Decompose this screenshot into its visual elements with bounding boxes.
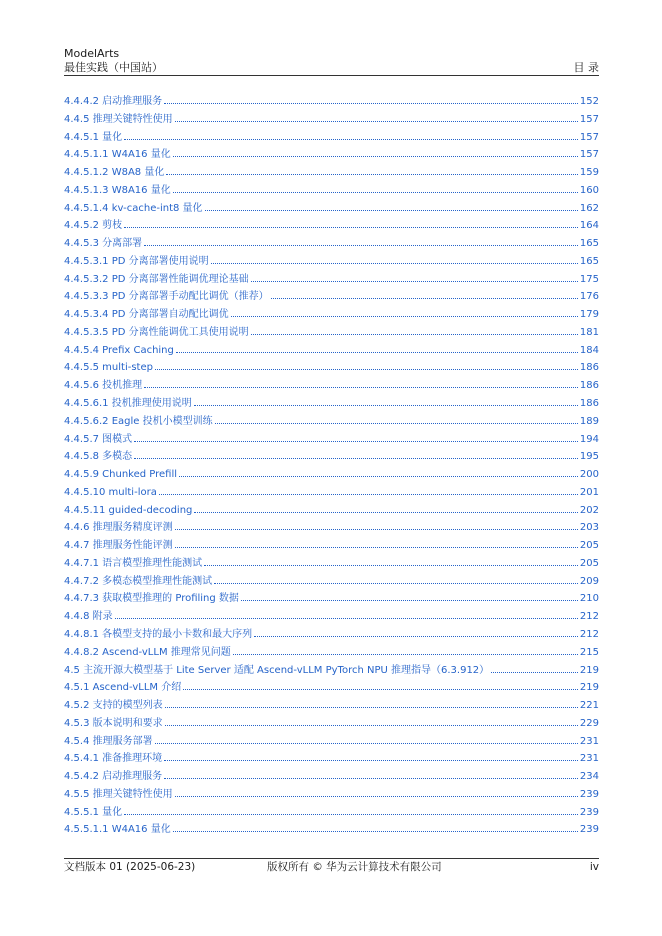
toc-entry-title[interactable]: 4.4.8.2 Ascend-vLLM 推理常见问题 (64, 646, 231, 658)
toc-entry-page[interactable]: 164 (579, 220, 599, 232)
toc-entry-page[interactable]: 184 (579, 344, 599, 356)
toc-entry-title[interactable]: 4.4.5.3 分离部署 (64, 238, 143, 250)
toc-dot-leader (214, 583, 578, 584)
toc-entry-page[interactable]: 200 (579, 469, 599, 481)
toc-dot-leader (173, 831, 578, 832)
toc-entry-page[interactable]: 189 (579, 415, 599, 427)
toc-entry-page[interactable]: 205 (579, 557, 599, 569)
toc-dot-leader (231, 316, 578, 317)
toc-entry-title[interactable]: 4.4.6 推理服务精度评测 (64, 522, 173, 534)
toc-entry-title[interactable]: 4.4.5.2 剪枝 (64, 220, 123, 232)
toc-dot-leader (175, 796, 578, 797)
toc-entry[interactable] (64, 359, 599, 377)
toc-entry-title[interactable]: 4.4.5.11 guided-decoding (64, 504, 193, 516)
toc-entry-title[interactable]: 4.4.7 推理服务性能评测 (64, 540, 173, 552)
toc-dot-leader (491, 672, 578, 673)
toc-entry-page[interactable]: 219 (579, 682, 599, 694)
toc-entry[interactable] (64, 111, 599, 129)
toc-entry-title[interactable]: 4.5.5.1 量化 (64, 806, 123, 818)
toc-entry[interactable] (64, 324, 599, 342)
toc-dot-leader (175, 547, 578, 548)
toc-entry[interactable] (64, 253, 599, 271)
toc-entry-page[interactable]: 201 (579, 486, 599, 498)
toc-entry[interactable] (64, 573, 599, 591)
toc-dot-leader (241, 600, 578, 601)
toc-dot-leader (164, 103, 578, 104)
toc-entry[interactable] (64, 502, 599, 520)
toc-dot-leader (205, 210, 578, 211)
toc-entry-page[interactable]: 231 (579, 753, 599, 765)
toc-entry-title[interactable]: 4.4.5.4 Prefix Caching (64, 344, 174, 356)
toc-entry-page[interactable]: 186 (579, 398, 599, 410)
toc-dot-leader (124, 227, 578, 228)
toc-entry-title[interactable]: 4.5.4.1 准备推理环境 (64, 753, 163, 765)
toc-entry-title[interactable]: 4.4.5.9 Chunked Prefill (64, 469, 178, 481)
toc-entry[interactable] (64, 146, 599, 164)
toc-entry-title[interactable]: 4.4.5 推理关键特性使用 (64, 113, 173, 125)
toc-entry-title[interactable]: 4.4.5.6 投机推理 (64, 380, 143, 392)
toc-entry[interactable] (64, 466, 599, 484)
toc-entry-title[interactable]: 4.5.4.2 启动推理服务 (64, 771, 163, 783)
toc-entry[interactable] (64, 519, 599, 537)
toc-entry-page[interactable]: 157 (579, 131, 599, 143)
toc-entry[interactable] (64, 679, 599, 697)
toc-entry[interactable] (64, 217, 599, 235)
toc-entry[interactable] (64, 200, 599, 218)
toc-entry-page[interactable]: 239 (579, 806, 599, 818)
toc-dot-leader (183, 689, 578, 690)
toc-entry-title[interactable]: 4.5.5 推理关键特性使用 (64, 788, 173, 800)
toc-dot-leader (134, 458, 578, 459)
toc-dot-leader (173, 156, 578, 157)
toc-entry-title[interactable]: 4.4.8.1 各模型支持的最小卡数和最大序列 (64, 628, 253, 640)
toc-entry-title[interactable]: 4.4.8 附录 (64, 611, 113, 623)
page-footer (64, 858, 599, 879)
toc-dot-leader (166, 174, 578, 175)
toc-entry[interactable] (64, 590, 599, 608)
toc-entry-page[interactable]: 221 (579, 700, 599, 712)
toc-dot-leader (124, 139, 578, 140)
toc-entry-page[interactable]: 175 (579, 273, 599, 285)
toc-dot-leader (115, 618, 578, 619)
toc-dot-leader (175, 529, 578, 530)
toc-entry-title[interactable]: 4.4.5.3.3 PD 分离部署手动配比调优（推荐） (64, 291, 269, 303)
toc-entry[interactable] (64, 413, 599, 431)
page-header (64, 47, 599, 76)
toc-entry-page[interactable]: 179 (579, 309, 599, 321)
toc-entry-title[interactable]: 4.4.5.5 multi-step (64, 362, 153, 374)
toc-entry[interactable] (64, 342, 599, 360)
toc-dot-leader (124, 814, 578, 815)
toc-dot-leader (194, 405, 578, 406)
toc-entry-page[interactable]: 152 (579, 96, 599, 107)
toc-entry-page[interactable]: 186 (579, 380, 599, 392)
toc-entry-title[interactable]: 4.5.1 Ascend-vLLM 介绍 (64, 682, 182, 694)
toc-entry-page[interactable]: 231 (579, 735, 599, 747)
toc-entry-title[interactable]: 4.4.5.3.1 PD 分离部署使用说明 (64, 255, 209, 267)
toc-dot-leader (165, 707, 578, 708)
toc-dot-leader (134, 441, 578, 442)
toc-entry-page[interactable]: 229 (579, 717, 599, 729)
toc-entry-title[interactable]: 4.5.4 推理服务部署 (64, 735, 153, 747)
toc-entry-title[interactable]: 4.4.4.2 启动推理服务 (64, 96, 163, 107)
toc-entry[interactable] (64, 750, 599, 768)
product-name: ModelArts (64, 47, 120, 60)
toc-entry-page[interactable]: 239 (579, 788, 599, 800)
toc-entry-title[interactable]: 4.4.5.1.2 W8A8 量化 (64, 167, 165, 179)
toc-entry-page[interactable]: 234 (579, 771, 599, 783)
toc-entry-title[interactable]: 4.4.7.2 多模态模型推理性能测试 (64, 575, 213, 587)
toc-dot-leader (251, 281, 578, 282)
toc-entry[interactable] (64, 555, 599, 573)
toc-entry-title[interactable]: 4.4.5.7 图模式 (64, 433, 133, 445)
toc-entry[interactable] (64, 804, 599, 822)
toc-entry[interactable] (64, 377, 599, 395)
toc-entry[interactable] (64, 821, 599, 839)
toc-entry-title[interactable]: 4.4.5.6.1 投机推理使用说明 (64, 398, 192, 410)
toc-dot-leader (173, 192, 578, 193)
document-version: 文档版本 01 (2025-06-23) (64, 861, 196, 873)
toc-entry-title[interactable]: 4.4.5.10 multi-lora (64, 486, 157, 498)
toc-entry-page[interactable]: 181 (579, 326, 599, 338)
toc-entry[interactable] (64, 182, 599, 200)
toc-entry-title[interactable]: 4.5.5.1.1 W4A16 量化 (64, 824, 171, 836)
toc-entry[interactable] (64, 448, 599, 466)
toc-dot-leader (175, 121, 578, 122)
toc-entry[interactable] (64, 484, 599, 502)
toc-entry[interactable] (64, 786, 599, 804)
toc-entry[interactable] (64, 235, 599, 253)
toc-entry-page[interactable]: 157 (579, 113, 599, 125)
toc-dot-leader (204, 565, 578, 566)
toc-entry-page[interactable]: 162 (579, 202, 599, 214)
toc-entry-page[interactable]: 209 (579, 575, 599, 587)
toc-entry-page[interactable]: 202 (579, 504, 599, 516)
toc-dot-leader (165, 725, 578, 726)
toc-entry-title[interactable]: 4.4.5.1.4 kv-cache-int8 量化 (64, 202, 203, 214)
toc-dot-leader (155, 743, 578, 744)
toc-entry-page[interactable]: 239 (579, 824, 599, 836)
toc-entry[interactable] (64, 271, 599, 289)
toc-entry-page[interactable]: 212 (579, 611, 599, 623)
toc-entry-page[interactable]: 160 (579, 184, 599, 196)
toc-entry[interactable] (64, 431, 599, 449)
toc-entry-title[interactable]: 4.4.5.1.3 W8A16 量化 (64, 184, 171, 196)
toc-entry-page[interactable]: 159 (579, 167, 599, 179)
toc-entry[interactable] (64, 662, 599, 680)
toc-entry[interactable] (64, 288, 599, 306)
copyright-notice: 版权所有 © 华为云计算技术有限公司 (267, 861, 442, 873)
toc-entry[interactable] (64, 164, 599, 182)
toc-dot-leader (155, 369, 578, 370)
toc-entry-page[interactable]: 212 (579, 628, 599, 640)
toc-entry[interactable] (64, 644, 599, 662)
toc-dot-leader (215, 423, 578, 424)
toc-dot-leader (254, 636, 578, 637)
toc-entry[interactable] (64, 537, 599, 555)
document-subtitle: 最佳实践（中国站） (64, 61, 163, 74)
toc-dot-leader (271, 298, 578, 299)
toc-entry-page[interactable]: 219 (579, 664, 599, 676)
toc-entry-page[interactable]: 203 (579, 522, 599, 534)
section-title: 目 录 (573, 61, 599, 74)
toc-entry[interactable] (64, 768, 599, 786)
toc-entry[interactable] (64, 697, 599, 715)
toc-entry-page[interactable]: 205 (579, 540, 599, 552)
toc-entry-title[interactable]: 4.5.2 支持的模型列表 (64, 700, 163, 712)
toc-entry-title[interactable]: 4.4.7.3 获取模型推理的 Profiling 数据 (64, 593, 239, 605)
table-of-contents (64, 93, 599, 839)
page-number: iv (589, 861, 599, 873)
toc-entry[interactable] (64, 626, 599, 644)
toc-dot-leader (211, 263, 578, 264)
toc-entry-page[interactable]: 165 (579, 238, 599, 250)
toc-entry-title[interactable]: 4.5.3 版本说明和要求 (64, 717, 163, 729)
toc-entry-page[interactable]: 186 (579, 362, 599, 374)
toc-entry-page[interactable]: 195 (579, 451, 599, 463)
toc-entry-title[interactable]: 4.4.5.6.2 Eagle 投机小模型训练 (64, 415, 213, 427)
toc-entry[interactable] (64, 715, 599, 733)
toc-dot-leader (251, 334, 578, 335)
toc-entry[interactable] (64, 733, 599, 751)
toc-dot-leader (144, 245, 578, 246)
toc-entry-title[interactable]: 4.4.5.8 多模态 (64, 451, 133, 463)
toc-entry-title[interactable]: 4.4.5.3.4 PD 分离部署自动配比调优 (64, 309, 229, 321)
toc-entry-title[interactable]: 4.4.5.3.2 PD 分离部署性能调优理论基础 (64, 273, 249, 285)
toc-entry[interactable] (64, 608, 599, 626)
toc-dot-leader (233, 654, 578, 655)
toc-dot-leader (176, 352, 578, 353)
toc-entry[interactable] (64, 129, 599, 147)
toc-entry-page[interactable]: 210 (579, 593, 599, 605)
toc-entry-title[interactable]: 4.4.5.1.1 W4A16 量化 (64, 149, 171, 161)
toc-dot-leader (194, 512, 578, 513)
toc-entry-page[interactable]: 215 (579, 646, 599, 658)
toc-entry-title[interactable]: 4.4.5.1 量化 (64, 131, 123, 143)
toc-entry[interactable] (64, 306, 599, 324)
toc-entry[interactable] (64, 93, 599, 111)
toc-entry-page[interactable]: 176 (579, 291, 599, 303)
toc-entry-title[interactable]: 4.4.7.1 语言模型推理性能测试 (64, 557, 203, 569)
toc-dot-leader (159, 494, 578, 495)
toc-entry[interactable] (64, 395, 599, 413)
toc-entry-page[interactable]: 165 (579, 255, 599, 267)
toc-dot-leader (164, 760, 578, 761)
toc-entry-title[interactable]: 4.5 主流开源大模型基于 Lite Server 适配 Ascend-vLLM PyTorch NPU 推理指导（6.3.912） (64, 664, 490, 676)
toc-entry-page[interactable]: 194 (579, 433, 599, 445)
toc-entry-page[interactable]: 157 (579, 149, 599, 161)
toc-entry-title[interactable]: 4.4.5.3.5 PD 分离性能调优工具使用说明 (64, 326, 249, 338)
toc-dot-leader (179, 476, 578, 477)
toc-dot-leader (144, 387, 578, 388)
toc-dot-leader (164, 778, 578, 779)
